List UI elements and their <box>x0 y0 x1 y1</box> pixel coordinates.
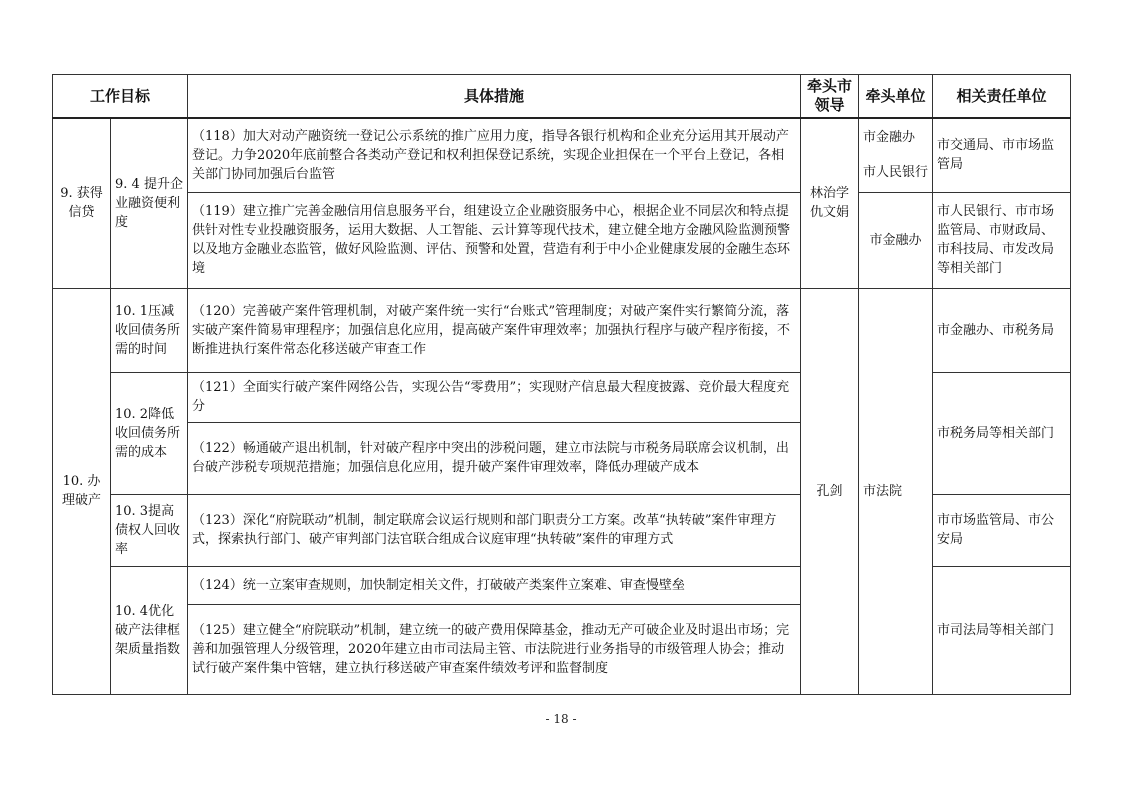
lead-unit-cell: 市法院 <box>859 288 933 694</box>
subgoal-cell: 10. 3提高债权人回收率 <box>111 494 188 566</box>
header-related-units: 相关责任单位 <box>933 75 1071 119</box>
subgoal-cell: 9. 4 提升企业融资便利度 <box>111 118 188 288</box>
lead-unit-cell: 市金融办 <box>859 192 933 288</box>
related-units-cell: 市金融办、市税务局 <box>933 288 1071 372</box>
related-units-cell: 市税务局等相关部门 <box>933 372 1071 494</box>
header-leader: 牵头市领导 <box>801 75 859 119</box>
leader-cell: 孔剑 <box>801 288 859 694</box>
measure-cell: （125）建立健全“府院联动”机制，建立统一的破产费用保障基金，推动无产可破企业及时退出市场；完善和加强管理人分级管理，2020年建立由市司法局主管、市法院进行业务指导的市级管理人协会；推动试行破产案件集中管辖，建立执行移送破产审查案件绩效考评和监督制度 <box>188 604 801 694</box>
measures-table <box>52 74 1071 695</box>
subgoal-cell: 10. 1压减收回债务所需的时间 <box>111 288 188 372</box>
goal-cell: 9. 获得信贷 <box>53 118 111 288</box>
header-measures: 具体措施 <box>188 75 801 119</box>
subgoal-cell: 10. 2降低收回债务所需的成本 <box>111 372 188 494</box>
measure-cell: （122）畅通破产退出机制，针对破产程序中突出的涉税问题，建立市法院与市税务局联席会议机制，出台破产涉税专项规范措施；加强信息化应用，提升破产案件审理效率，降低办理破产成本 <box>188 422 801 494</box>
measure-cell: （118）加大对动产融资统一登记公示系统的推广应用力度，指导各银行机构和企业充分运用其开展动产登记。力争2020年底前整合各类动产登记和权利担保登记系统，实现企业担保在一个平台上登记，各相关部门协同加强后台监管 <box>188 118 801 192</box>
header-lead-unit: 牵头单位 <box>859 75 933 119</box>
table-row <box>53 118 1071 192</box>
lead-unit-item: 市人民银行 <box>863 165 929 181</box>
measure-cell: （123）深化“府院联动”机制，制定联席会议运行规则和部门职责分工方案。改革“执转破”案件审理方式，探索执行部门、破产审判部门法官联合组成合议庭审理“执转破”案件的审理方式 <box>188 494 801 566</box>
related-units-cell: 市司法局等相关部门 <box>933 566 1071 694</box>
table-header-row <box>53 75 1071 119</box>
related-units-cell: 市人民银行、市市场监管局、市财政局、市科技局、市发改局等相关部门 <box>933 192 1071 288</box>
table-row <box>53 192 1071 288</box>
goal-cell: 10. 办理破产 <box>53 288 111 694</box>
table-row <box>53 288 1071 372</box>
measure-cell: （124）统一立案审查规则，加快制定相关文件，打破破产类案件立案难、审查慢壁垒 <box>188 566 801 604</box>
header-goal: 工作目标 <box>53 75 188 119</box>
page-number: - 18 - <box>545 712 577 726</box>
subgoal-cell: 10. 4优化破产法律框架质量指数 <box>111 566 188 694</box>
measure-cell: （119）建立推广完善金融信用信息服务平台，组建设立企业融资服务中心，根据企业不同层次和特点提供针对性专业投融资服务，运用大数据、人工智能、云计算等现代技术，建立健全地方金融风险监测预警以及地方金融业态监管，做好风险监测、评估、预警和处置，营造有利于中小企业健康发展的金融生态环境 <box>188 192 801 288</box>
measure-cell: （120）完善破产案件管理机制，对破产案件统一实行“台账式”管理制度；对破产案件实行繁简分流，落实破产案件简易审理程序；加强信息化应用，提高破产案件审理效率；加强执行程序与破产程序衔接，不断推进执行案件常态化移送破产审查工作 <box>188 288 801 372</box>
lead-unit-item: 市金融办 <box>863 130 916 146</box>
related-units-cell: 市市场监管局、市公安局 <box>933 494 1071 566</box>
leader-cell: 林治学仇文娟 <box>801 118 859 288</box>
related-units-cell: 市交通局、市市场监管局 <box>933 118 1071 192</box>
lead-unit-cell <box>859 118 933 192</box>
measure-cell: （121）全面实行破产案件网络公告，实现公告“零费用”；实现财产信息最大程度披露、竞价最大程度充分 <box>188 372 801 422</box>
